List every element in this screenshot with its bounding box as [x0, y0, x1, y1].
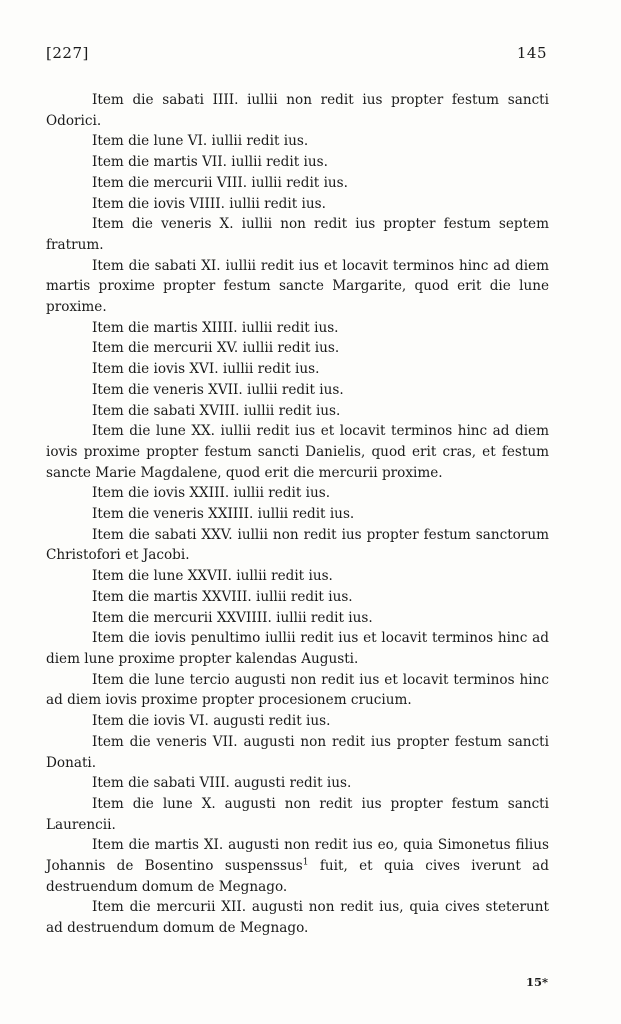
paragraph: Item die veneris XXIIII. iullii redit ius.	[92, 506, 355, 523]
paragraph-text: Item die martis XI. augusti non redit ius eo, quia Simonetus filius Johannis de Bosentino suspenssus	[46, 837, 549, 875]
header-section-number: [227]	[46, 44, 89, 62]
paragraph-with-footnote	[46, 835, 549, 897]
paragraph: Item die veneris XVII. iullii redit ius.	[92, 381, 344, 398]
paragraph: Item die sabati XXV. iullii non redit ius propter festum sanctorum Christofori et Jacobi.	[46, 526, 549, 564]
paragraph: Item die veneris X. iullii non redit ius propter festum septem fratrum.	[46, 216, 549, 253]
paragraph: Item die lune X. augusti non redit ius propter festum sancti Laurencii.	[46, 795, 549, 833]
paragraph: Item die lune tercio augusti non redit ius et locavit terminos hinc ad diem iovis proxime propter procesionem crucium.	[46, 671, 549, 709]
paragraph: Item die mercurii XXVIIII. iullii redit ius.	[92, 609, 373, 626]
paragraph: Item die iovis XXIII. iullii redit ius.	[92, 485, 331, 502]
paragraph: Item die mercurii XII. augusti non redit ius, quia cives steterunt ad destruendum domum de Megnago.	[46, 899, 549, 937]
paragraph: Item die martis XXVIII. iullii redit ius.	[92, 588, 353, 605]
paragraph: Item die lune VI. iullii redit ius.	[92, 133, 309, 150]
paragraph: Item die iovis penultimo iullii redit ius et locavit terminos hinc ad diem lune proxime propter kalendas Augusti.	[46, 630, 549, 667]
paragraph: Item die lune XX. iullii redit ius et locavit terminos hinc ad diem iovis proxime propter festum sancti Danielis, quod erit cras, et festum sancte Marie Magdalene, quod erit die mercurii proxime.	[46, 423, 549, 481]
header-page-number: 145	[516, 44, 547, 62]
paragraph: Item die mercurii VIII. iullii redit ius.	[92, 174, 348, 191]
paragraph: Item die veneris VII. augusti non redit ius propter festum sancti Donati.	[46, 733, 549, 771]
paragraph: Item die martis VII. iullii redit ius.	[92, 154, 328, 171]
signature-mark: 15*	[525, 975, 548, 989]
paragraph: Item die sabati IIII. iullii non redit ius propter festum sancti Odorici.	[46, 92, 549, 129]
paragraph: Item die iovis VIIII. iullii redit ius.	[92, 195, 326, 212]
body-text	[46, 90, 549, 939]
paragraph: Item die sabati VIII. augusti redit ius.	[92, 775, 352, 792]
paragraph: Item die iovis XVI. iullii redit ius.	[92, 361, 320, 378]
paragraph: Item die martis XIIII. iullii redit ius.	[92, 319, 339, 336]
paragraph: Item die mercurii XV. iullii redit ius.	[92, 340, 340, 357]
paragraph-text: fuit, et quia cives iverunt ad destruendum domum de Megnago.	[46, 858, 549, 895]
paragraph: Item die lune XXVII. iullii redit ius.	[92, 568, 333, 585]
footnote-mark: 1	[302, 857, 309, 868]
paragraph: Item die sabati XVIII. iullii redit ius.	[92, 402, 341, 419]
paragraph: Item die sabati XI. iullii redit ius et locavit terminos hinc ad diem martis proxime propter festum sancte Margarite, quod erit die lune proxime.	[46, 257, 549, 316]
paragraph: Item die iovis VI. augusti redit ius.	[92, 713, 331, 730]
